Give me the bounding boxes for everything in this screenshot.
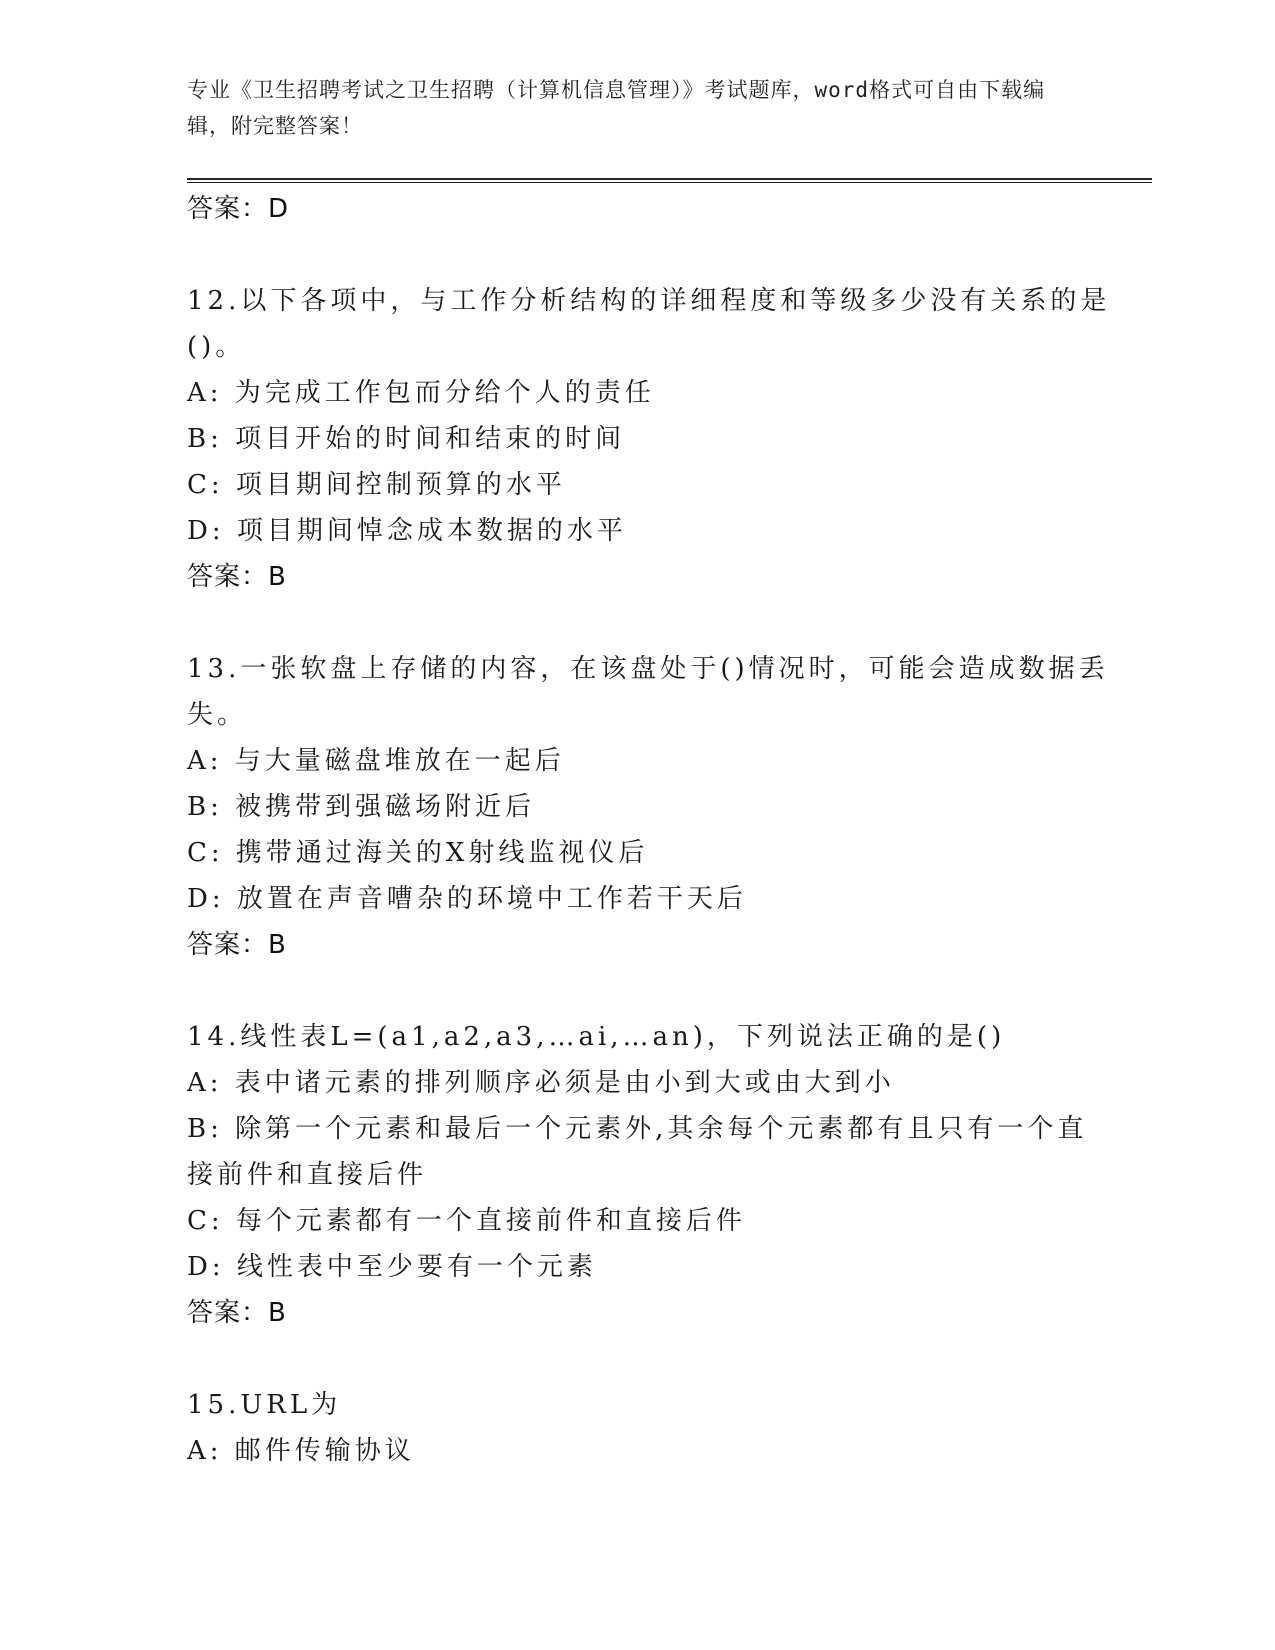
spacer: [187, 600, 1087, 646]
option-a: A: 为完成工作包而分给个人的责任: [187, 378, 655, 408]
answer: 答案：B: [187, 562, 287, 592]
option-d: D: 放置在声音嘈杂的环境中工作若干天后: [187, 884, 747, 914]
document-content: [187, 186, 1111, 1474]
option-c: C: 项目期间控制预算的水平: [187, 470, 566, 500]
question-13: [187, 646, 1109, 968]
answer: 答案：B: [187, 1298, 287, 1328]
option-d: D: 项目期间悼念成本数据的水平: [187, 516, 627, 546]
document-header: 专业《卫生招聘考试之卫生招聘（计算机信息管理）》考试题库，word格式可自由下载编辑，附完整答案！: [187, 78, 1046, 138]
spacer: [187, 1336, 1087, 1382]
option-b: B: 被携带到强磁场附近后: [187, 792, 536, 822]
question-stem: 15.URL为: [187, 1390, 342, 1420]
option-b-cont: 接前件和直接后件: [187, 1160, 428, 1190]
question-12: [187, 278, 1111, 600]
question-stem: 12.以下各项中，与工作分析结构的详细程度和等级多少没有关系的是: [187, 286, 1111, 316]
spacer: [187, 968, 1087, 1014]
answer-prev: 答案：D: [187, 194, 290, 224]
answer: 答案：B: [187, 930, 287, 960]
question-stem: 13.一张软盘上存储的内容，在该盘处于()情况时，可能会造成数据丢: [187, 654, 1109, 684]
question-14: [187, 1014, 1087, 1336]
option-b: B: 除第一个元素和最后一个元素外,其余每个元素都有且只有一个直: [187, 1114, 1088, 1144]
option-a: A: 与大量磁盘堆放在一起后: [187, 746, 565, 776]
option-b: B: 项目开始的时间和结束的时间: [187, 424, 626, 454]
option-a: A: 邮件传输协议: [187, 1436, 415, 1466]
option-d: D: 线性表中至少要有一个元素: [187, 1252, 597, 1282]
option-c: C: 每个元素都有一个直接前件和直接后件: [187, 1206, 746, 1236]
option-a: A: 表中诸元素的排列顺序必须是由小到大或由大到小: [187, 1068, 895, 1098]
question-stem-cont: 失。: [187, 700, 248, 730]
spacer: [187, 232, 1087, 278]
question-stem-cont: ()。: [187, 332, 246, 362]
header-divider: [187, 178, 1152, 183]
question-stem: 14.线性表L=(a1,a2,a3,…ai,…an)，下列说法正确的是(): [187, 1022, 1006, 1052]
question-15: [187, 1382, 1087, 1474]
option-c: C: 携带通过海关的X射线监视仪后: [187, 838, 649, 868]
